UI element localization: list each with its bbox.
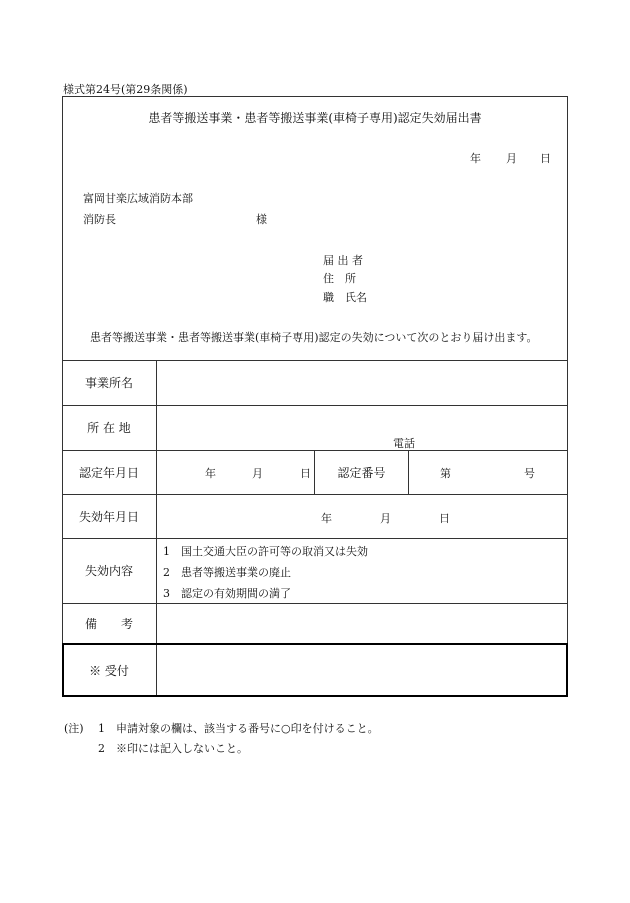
cert-date-day: 日 — [300, 467, 311, 480]
expiry-reason-item[interactable]: 1 国土交通大臣の許可等の取消又は失効 — [163, 545, 368, 558]
phone-label: 電話 — [393, 437, 415, 450]
cert-date-year: 年 — [205, 467, 216, 480]
expiry-content-label: 失効内容 — [84, 564, 133, 578]
addressee-title: 消防長 — [83, 213, 116, 226]
office-name-label: 事業所名 — [84, 376, 133, 390]
notifier-label: 届 出 者 — [323, 254, 363, 267]
location-label: 所 在 地 — [87, 421, 131, 435]
expiry-date-label: 失効年月日 — [78, 509, 139, 524]
cert-number-label: 認定番号 — [337, 465, 386, 480]
cert-column-divider — [408, 450, 409, 494]
date-year: 年 — [470, 152, 481, 165]
remarks-label: 備 考 — [84, 616, 133, 631]
statement-text: 患者等搬送事業・患者等搬送事業(車椅子専用)認定の失効について次のとおり届け出ます。 — [90, 331, 538, 344]
office-name-field[interactable] — [157, 360, 568, 405]
location-field[interactable] — [157, 405, 568, 450]
note-item: 2 ※印には記入しないこと。 — [98, 742, 248, 755]
cert-date-month: 月 — [252, 467, 263, 480]
cert-number-prefix: 第 — [440, 467, 451, 480]
expiry-reason-item[interactable]: 3 認定の有効期間の満了 — [163, 587, 291, 600]
addressee-organization: 富岡甘楽広域消防本部 — [83, 192, 193, 205]
address-label: 住 所 — [323, 272, 356, 285]
date-day: 日 — [540, 152, 551, 165]
cert-date-label: 認定年月日 — [78, 465, 139, 480]
notes-prefix: (注) — [64, 722, 84, 735]
note-item: 1 申請対象の欄は、該当する番号に○印を付けること。 — [98, 722, 379, 735]
expiry-reason-item[interactable]: 2 患者等搬送事業の廃止 — [163, 566, 291, 579]
form-number-label: 様式第24号(第29条関係) — [63, 83, 188, 96]
expiry-date-day: 日 — [439, 512, 450, 525]
remarks-field[interactable] — [157, 603, 568, 643]
document-title: 患者等搬送事業・患者等搬送事業(車椅子専用)認定失効届出書 — [148, 111, 482, 125]
date-month: 月 — [506, 152, 517, 165]
reception-label: ※ 受付 — [89, 663, 129, 678]
expiry-date-month: 月 — [380, 512, 391, 525]
addressee-honorific: 様 — [256, 213, 267, 226]
name-label: 職 氏名 — [323, 291, 367, 304]
cert-number-suffix: 号 — [524, 467, 535, 480]
expiry-date-year: 年 — [321, 512, 332, 525]
